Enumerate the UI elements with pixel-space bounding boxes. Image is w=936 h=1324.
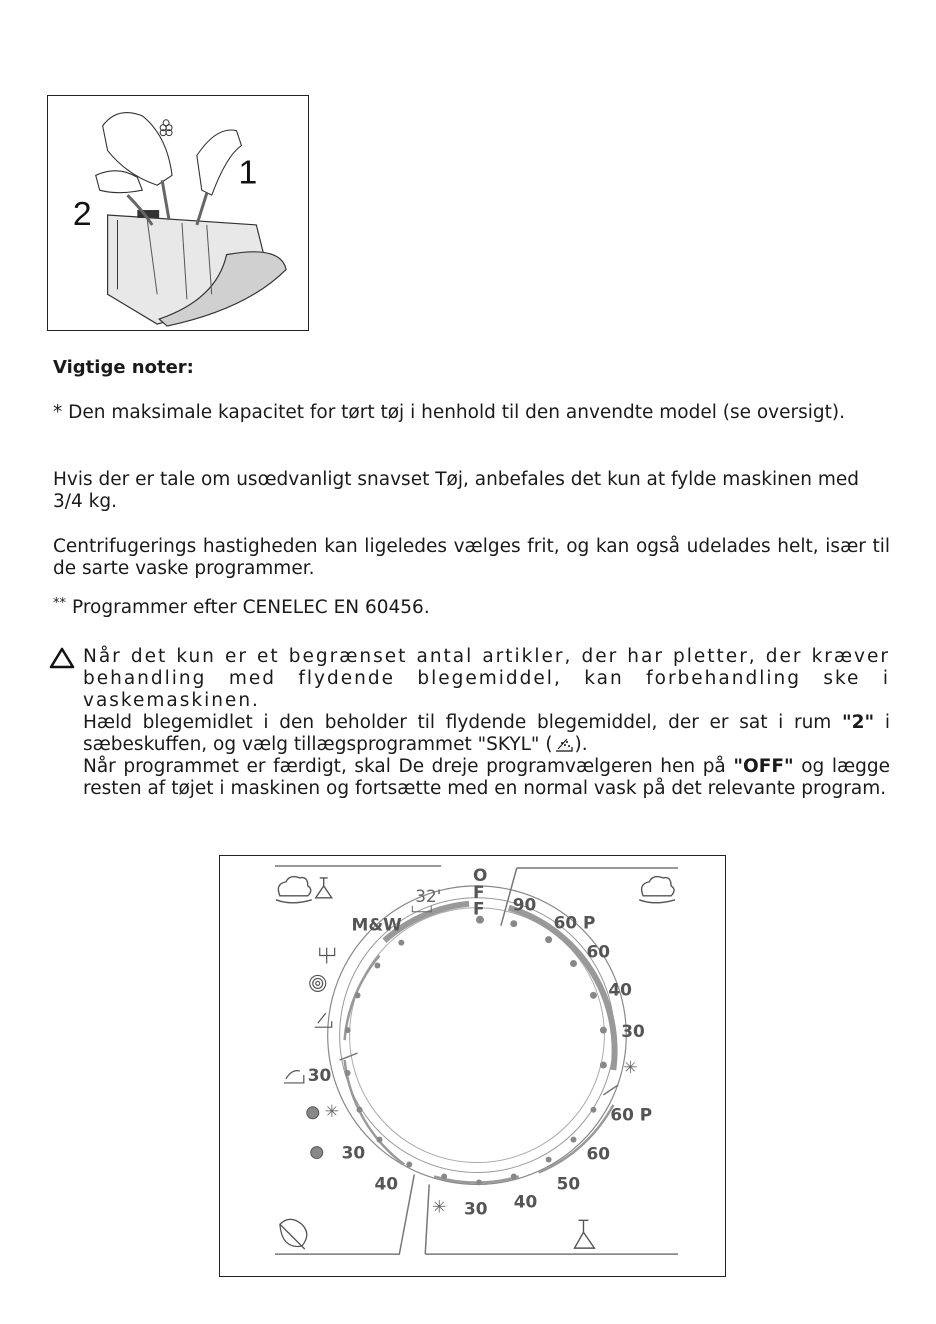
note-capacity: * Den maksimale kapacitet for tørt tøj i henhold til den anvendte model (se oversigt). bbox=[53, 402, 845, 423]
synthetic-temp-60: 60 bbox=[586, 1143, 610, 1164]
detergent-drawer-illustration bbox=[47, 95, 309, 331]
warning-block bbox=[83, 646, 890, 800]
warning-triangle-icon bbox=[49, 647, 75, 669]
cotton-temp-60p: 60 P bbox=[553, 912, 596, 933]
synthetic-temp-30: 30 bbox=[464, 1198, 488, 1219]
notes-heading: Vigtige noter: bbox=[53, 357, 194, 378]
rinse-icon bbox=[553, 735, 575, 753]
label-1: 1 bbox=[238, 153, 258, 192]
note-cenelec bbox=[53, 597, 890, 619]
warning-line-1: Når det kun er et begrænset antal artikler, der har pletter, der kræver behandling med flydende blegemiddel, kan forbehandling ske i vaskemaskinen. bbox=[83, 646, 890, 711]
synthetic-snowflake-icon: ✳ bbox=[432, 1196, 447, 1217]
note-dirty-laundry: Hvis der er tale om usœdvanligt snavset Tøj, anbefales det kun at fylde maskinen med 3/4 kg. bbox=[53, 469, 860, 512]
cotton-snowflake-icon: ✳ bbox=[623, 1056, 638, 1077]
wool-temp-40: 40 bbox=[374, 1173, 398, 1194]
drain-icon bbox=[320, 948, 335, 964]
wool-temp-30: 30 bbox=[341, 1142, 366, 1163]
handwash-temp-30: 30 bbox=[307, 1064, 332, 1085]
cotton-temp-40: 40 bbox=[608, 979, 632, 1000]
off-letter-f1: F bbox=[472, 881, 485, 902]
warning-line-3: Når programmet er færdigt, skal De dreje programvælgeren hen på "OFF" og lægge resten af tøjet i maskinen og fortsætte med en normal vask på det relevante program. bbox=[83, 756, 890, 799]
off-letter-f2: F bbox=[472, 898, 485, 919]
synthetic-temp-60p: 60 P bbox=[610, 1104, 653, 1125]
cotton-temp-90: 90 bbox=[512, 894, 537, 915]
program-dial-illustration bbox=[219, 855, 726, 1277]
double-asterisk: ** bbox=[53, 596, 66, 611]
note-spin-speed: Centrifugerings hastigheden kan ligeledes vælges frit, og kan også udelades helt, især til de sarte vaske programmer. bbox=[53, 536, 890, 579]
mw-label: M&W bbox=[351, 914, 402, 935]
cotton-temp-30: 30 bbox=[621, 1021, 645, 1042]
flower-icon bbox=[160, 120, 172, 136]
wool-icon bbox=[307, 1107, 323, 1159]
cotton-icon-right bbox=[639, 877, 675, 903]
synthetic-icon-bottom bbox=[575, 1220, 595, 1248]
spin-icon bbox=[310, 975, 326, 991]
synthetic-temp-50: 50 bbox=[556, 1173, 581, 1194]
label-2: 2 bbox=[72, 194, 92, 233]
synthetic-icon bbox=[316, 878, 332, 898]
cotton-temp-60: 60 bbox=[586, 941, 610, 962]
cotton-icon bbox=[276, 877, 312, 903]
wool-snowflake-icon: ✳ bbox=[324, 1100, 339, 1121]
warning-line-2: Hæld blegemidlet i den beholder til flydende blegemiddel, der er sat i rum "2" i sæbeskuffen, og vælg tillægsprogrammet "SKYL" ( ). bbox=[83, 712, 891, 755]
off-letter-o: O bbox=[472, 864, 488, 885]
leaf-icon bbox=[280, 1219, 307, 1249]
mw-temp: 32' bbox=[415, 885, 442, 906]
cenelec-text: Programmer efter CENELEC EN 60456. bbox=[72, 597, 430, 618]
handwash-icon bbox=[284, 1071, 304, 1083]
synthetic-temp-40: 40 bbox=[513, 1191, 538, 1212]
